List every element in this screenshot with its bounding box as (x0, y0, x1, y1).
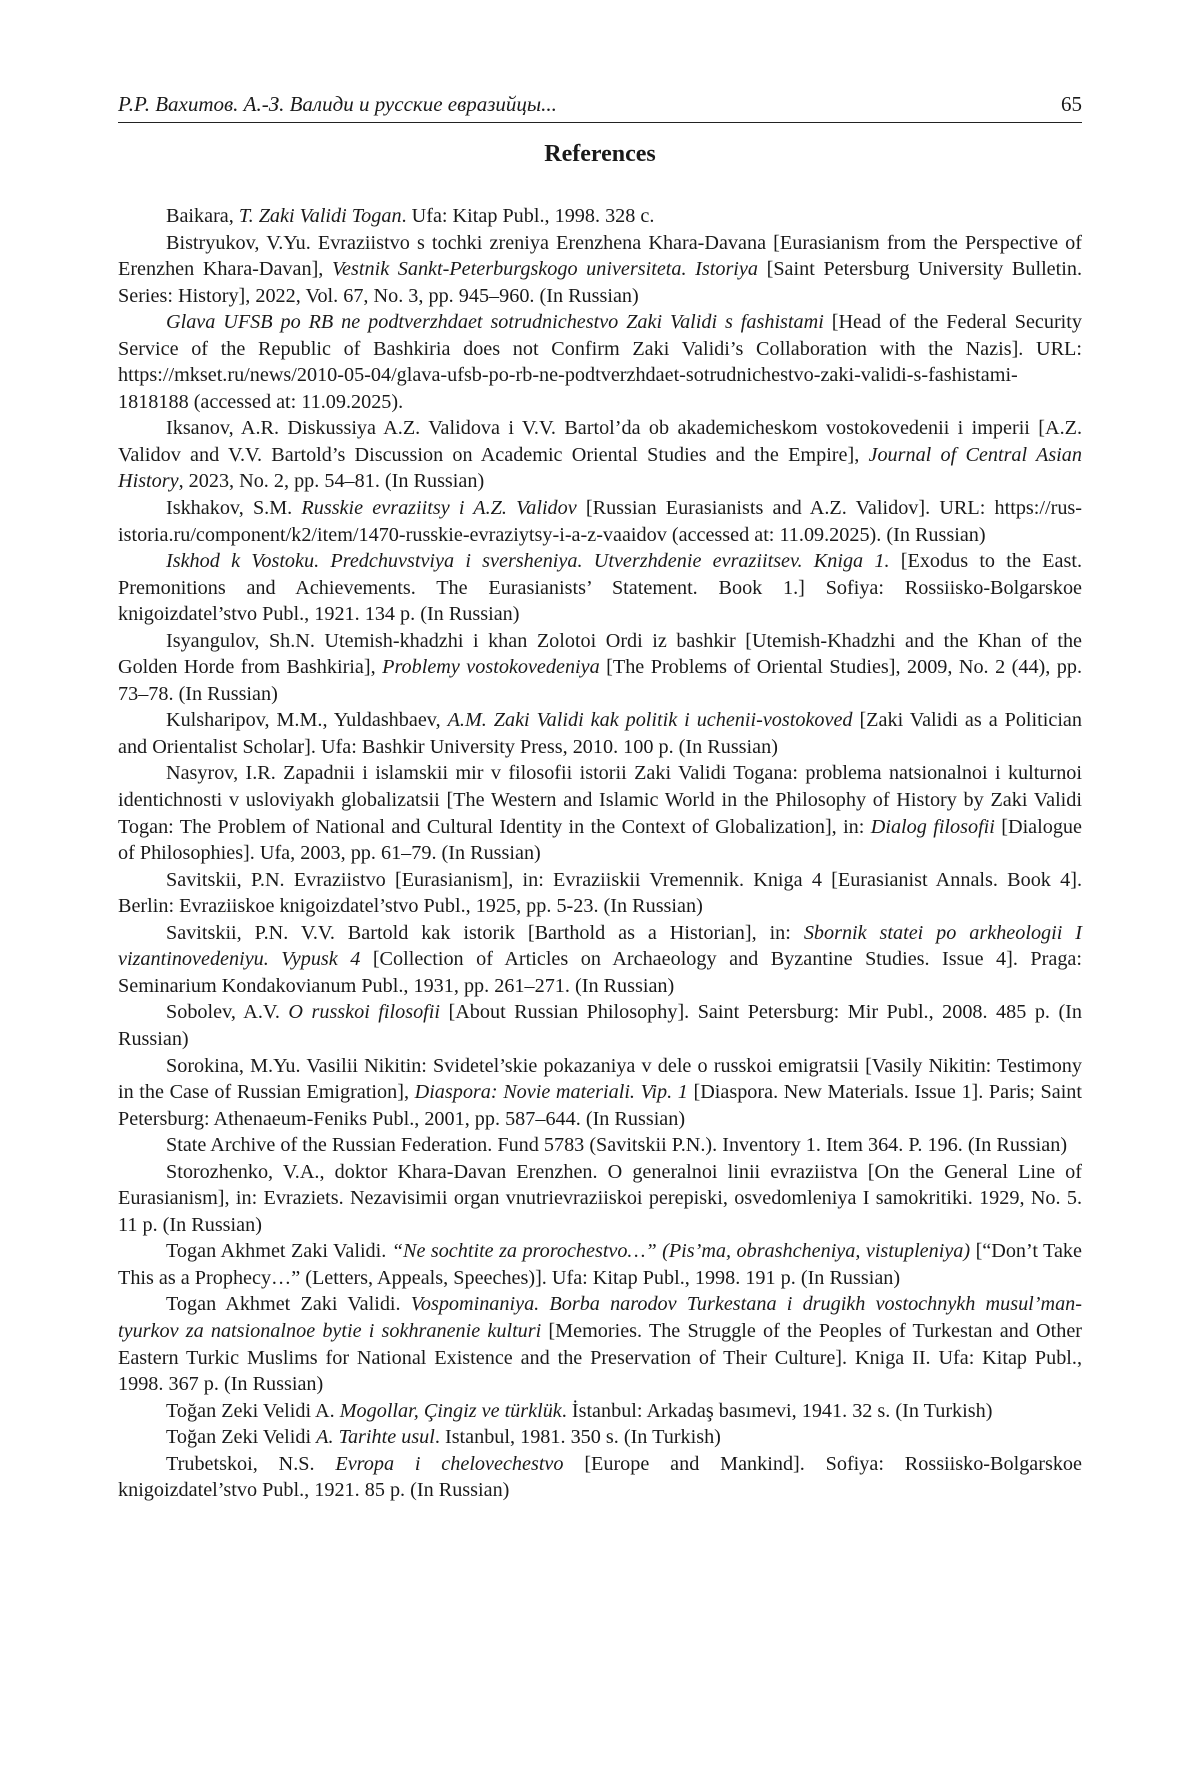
reference-title-italic: Vestnik Sankt-Peterburgskogo universiteta. Istoriya (331, 258, 758, 281)
reference-text: Savitskii, P.N. V.V. Bartold kak istorik [Barthold as a Historian], in: (166, 921, 804, 944)
reference-text: [“Don’t Take This as a Prophecy…” (Letters, Appeals, Speeches)]. Ufa: Kitap Publ., 1998. 191 p. (In Russian) (118, 1240, 1082, 1289)
references-list (118, 203, 1082, 1504)
reference-title-italic: “Ne sochtite za prorochestvo…” (Pis’ma, obrashcheniya, vistupleniya) (391, 1240, 971, 1263)
reference-text: Nasyrov, I.R. Zapadnii i islamskii mir v filosofii istorii Zaki Validi Togana: problema natsionalnoi i kulturnoi identichnosti v usloviyakh globalizatsii [The Western and Islamic World in the Philosophy of History by Zaki Validi Togan: The Problem of National and Cultural Identity in the Context of Globalization], in: (118, 762, 1082, 838)
reference-title-italic: Sbornik statei po arkheologii I vizantinovedeniyu. Vypusk 4 (118, 921, 1083, 971)
reference-text: Toğan Zeki Velidi (166, 1426, 317, 1449)
reference-text: . İstanbul: Arkadaş basımevi, 1941. 32 s. (In Turkish) (561, 1399, 993, 1422)
reference-entry (118, 309, 1082, 415)
reference-text: [The Problems of Oriental Studies], 2009, No. 2 (44), pp. 73–78. (In Russian) (118, 656, 1082, 705)
reference-text: [Collection of Articles on Archaeology and Byzantine Studies. Issue 4]. Praga: Seminarium Kondakovianum Publ., 1931, pp. 261–271. (In Russian) (118, 948, 1082, 997)
reference-text: Iskhakov, S.M. (166, 497, 302, 520)
reference-title-italic: O russkoi filosofii (288, 1001, 440, 1024)
reference-text: Bistryukov, V.Yu. Evraziistvo s tochki zreniya Erenzhena Khara-Davana [Eurasianism from the Perspective of Erenzhen Khara-Davan], (118, 231, 1082, 281)
reference-entry (118, 1451, 1082, 1504)
reference-text: [Russian Eurasianists and A.Z. Validov]. URL: https://rus-istoria.ru/component/k2/item/1470-russkie-evraziytsy-i-a-z-vaaidov (accessed at: 11.09.2025). (In Russian) (118, 497, 1083, 546)
section-title: References (544, 141, 656, 167)
reference-title-italic: Diaspora: Novie materiali. Vip. 1 (414, 1081, 688, 1104)
reference-title-italic: A. Tarihte usul (316, 1426, 435, 1449)
reference-entry (118, 920, 1082, 1000)
reference-entry (118, 203, 1082, 230)
reference-title-italic: Russkie evraziitsy i A.Z. Validov (301, 497, 577, 520)
reference-title-italic: Evropa i chelovechestvo (335, 1452, 564, 1475)
reference-entry (118, 867, 1082, 920)
reference-text: [Dialogue of Philosophies]. Ufa, 2003, pp. 61–79. (In Russian) (118, 815, 1082, 865)
reference-text: [Saint Petersburg University Bulletin. Series: History], 2022, Vol. 67, No. 3, pp. 945–960. (In Russian) (118, 258, 1082, 307)
page-number: 65 (1061, 92, 1082, 116)
reference-entry (118, 1159, 1082, 1239)
reference-entry (118, 415, 1082, 495)
reference-title-italic: A.M. Zaki Validi kak politik i uchenii-vostokoved (447, 709, 853, 732)
reference-entry (118, 707, 1082, 760)
reference-text: Sobolev, A.V. (166, 1001, 289, 1024)
reference-title-italic: Problemy vostokovedeniya (382, 656, 600, 679)
running-title: Р.Р. Вахитов. А.-З. Валиди и русские евразийцы... (118, 92, 557, 116)
reference-text: [Diaspora. New Materials. Issue 1]. Paris; Saint Petersburg: Athenaeum-Feniks Publ., 2001, pp. 587–644. (In Russian) (118, 1081, 1083, 1130)
reference-entry (118, 760, 1082, 866)
reference-text: Storozhenko, V.A., doktor Khara-Davan Erenzhen. O generalnoi linii evraziistva [On the General Line of Eurasianism], in: Evraziets. Nezavisimii organ vnutrievraziiskoi perepiski, osvedomleniya I samokritiki. 1929, No. 5. 11 p. (In Russian) (118, 1160, 1082, 1236)
reference-text: [Exodus to the East. Premonitions and Achievements. The Eurasianists’ Statement. Book 1.] Sofiya: Rossiisko-Bolgarskoe knigoizdatel’stvo Publ., 1921. 134 p. (In Russian) (118, 550, 1082, 626)
reference-title-italic: Journal of Central Asian History (118, 443, 1082, 493)
reference-entry (118, 548, 1082, 628)
reference-text: Kulsharipov, M.M., Yuldashbaev, (166, 709, 448, 732)
reference-entry (118, 230, 1082, 310)
reference-entry (118, 1132, 1082, 1159)
running-header (118, 92, 1082, 123)
reference-text: Toğan Zeki Velidi A. (166, 1399, 340, 1422)
reference-text: Baikara, (166, 205, 239, 227)
reference-entry (118, 1398, 1082, 1425)
reference-text: Iksanov, A.R. Diskussiya A.Z. Validova i V.V. Bartol’da ob akademicheskom vostokovedenii i imperii [A.Z. Validov and V.V. Bartold’s Discussion on Academic Oriental Studies and the Empire], (118, 417, 1082, 466)
reference-entry (118, 999, 1082, 1052)
reference-title-italic: T. Zaki Validi Togan (238, 205, 402, 227)
reference-title-italic: Glava UFSB po RB ne podtverzhdaet sotrudnichestvo Zaki Validi s fashistami (166, 311, 824, 334)
reference-text: Togan Akhmet Zaki Validi. (166, 1240, 392, 1263)
reference-text: . Istanbul, 1981. 350 s. (In Turkish) (434, 1426, 721, 1449)
reference-entry (118, 495, 1082, 548)
reference-entry (118, 1053, 1082, 1133)
reference-entry (118, 1291, 1082, 1397)
reference-title-italic: Mogollar, Çingiz ve türklük (339, 1399, 562, 1422)
reference-title-italic: Vospominaniya. Borba narodov Turkestana i drugikh vostochnykh musul’man-tyurkov za natsionalnoe bytie i sokhranenie kulturi (118, 1293, 1082, 1342)
reference-text: Togan Akhmet Zaki Validi. (166, 1293, 411, 1316)
reference-entry (118, 1424, 1082, 1451)
reference-text: [Memories. The Struggle of the Peoples of Turkestan and Other Eastern Turkic Muslims for National Existence and the Preservation of Their Culture]. Kniga II. Ufa: Kitap Publ., 1998. 367 p. (In Russian) (118, 1319, 1083, 1396)
reference-text: Trubetskoi, N.S. (166, 1452, 336, 1475)
reference-entry (118, 628, 1082, 708)
reference-text: . Ufa: Kitap Publ., 1998. 328 c. (401, 205, 655, 227)
reference-text: Sorokina, M.Yu. Vasilii Nikitin: Svidetel’skie pokazaniya v dele o russkoi emigratsii [Vasily Nikitin: Testimony in the Case of Russian Emigration], (118, 1054, 1082, 1104)
reference-title-italic: Dialog filosofii (870, 815, 995, 838)
reference-text: [Europe and Mankind]. Sofiya: Rossiisko-Bolgarskoe knigoizdatel’stvo Publ., 1921. 85 p. (In Russian) (118, 1452, 1082, 1502)
reference-text: Isyangulov, Sh.N. Utemish-khadzhi i khan Zolotoi Ordi iz bashkir [Utemish-Khadzhi and the Khan of the Golden Horde from Bashkiria], (118, 629, 1082, 679)
reference-text: State Archive of the Russian Federation. Fund 5783 (Savitskii P.N.). Inventory 1. Item 364. P. 196. (In Russian) (166, 1134, 1068, 1157)
reference-text: Savitskii, P.N. Evraziistvo [Eurasianism], in: Evraziiskii Vremennik. Kniga 4 [Eurasianist Annals. Book 4]. Berlin: Evraziiskoe knigoizdatel’stvo Publ., 1925, pp. 5-23. (In Russian) (118, 868, 1082, 918)
reference-entry (118, 1238, 1082, 1291)
reference-text: [About Russian Philosophy]. Saint Petersburg: Mir Publ., 2008. 485 p. (In Russian) (118, 1001, 1082, 1050)
reference-text: , 2023, No. 2, pp. 54–81. (In Russian) (178, 470, 485, 493)
reference-text: [Head of the Federal Security Service of the Republic of Bashkiria does not Confirm Zaki Validi’s Collaboration with the Nazis]. URL: https://mkset.ru/news/2010-05-04/glava-ufsb-po-rb-ne-podtverzhdaet-sotrudnichestvo-zaki-validi-s-fashistami-1818188 (accessed at: 11.09.2025). (118, 311, 1082, 413)
reference-text: [Zaki Validi as a Politician and Orientalist Scholar]. Ufa: Bashkir University Press, 2010. 100 p. (In Russian) (118, 709, 1082, 758)
reference-title-italic: Iskhod k Vostoku. Predchuvstviya i sversheniya. Utverzhdenie evraziitsev. Kniga 1. (166, 550, 890, 573)
